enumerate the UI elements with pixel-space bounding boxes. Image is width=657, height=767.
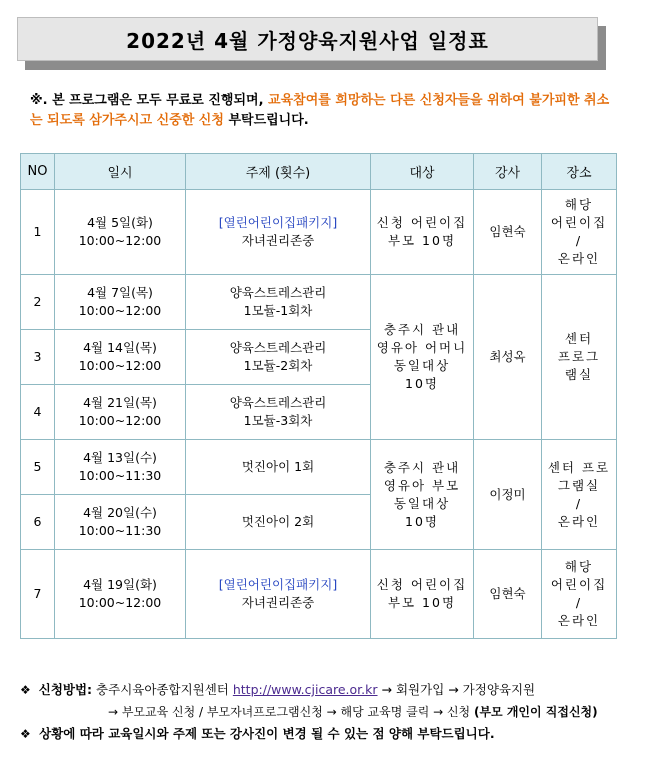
cell-target: 충주시 관내 영유아 어머니 동일대상 10명 xyxy=(371,275,474,440)
cell-topic: [열린어린이집패키지] 자녀권리존중 xyxy=(186,550,371,639)
apply-label: 신청방법: xyxy=(38,682,93,697)
cell-date: 4월 13일(수) 10:00~11:30 xyxy=(55,440,186,495)
cell-no: 7 xyxy=(21,550,55,639)
cell-no: 3 xyxy=(21,330,55,385)
apply-steps: → 회원가입 → 가정양육지원 xyxy=(381,682,536,697)
cell-no: 6 xyxy=(21,495,55,550)
cell-topic: 양육스트레스관리 1모듈-2회차 xyxy=(186,330,371,385)
change-notice-text: 상황에 따라 교육일시와 주제 또는 강사진이 변경 될 수 있는 점 양해 부탁드립니다. xyxy=(39,726,495,741)
cell-place: 해당 어린이집 / 온라인 xyxy=(542,190,617,275)
cell-no: 2 xyxy=(21,275,55,330)
cell-topic: 양육스트레스관리 1모듈-1회차 xyxy=(186,275,371,330)
cell-target: 신청 어린이집 부모 10명 xyxy=(371,190,474,275)
cell-instructor: 임현숙 xyxy=(474,190,542,275)
header-place: 장소 xyxy=(542,154,617,190)
cell-date: 4월 19일(화) 10:00~12:00 xyxy=(55,550,186,639)
cell-no: 1 xyxy=(21,190,55,275)
cell-date: 4월 21일(목) 10:00~12:00 xyxy=(55,385,186,440)
cell-place: 해당 어린이집 / 온라인 xyxy=(542,550,617,639)
cell-topic: 멋진아이 1회 xyxy=(186,440,371,495)
table-row xyxy=(21,275,617,330)
table-row xyxy=(21,190,617,275)
cell-no: 4 xyxy=(21,385,55,440)
header-no: NO xyxy=(21,154,55,190)
cell-topic: 양육스트레스관리 1모듈-3회차 xyxy=(186,385,371,440)
cell-topic: 멋진아이 2회 xyxy=(186,495,371,550)
cell-instructor: 이정미 xyxy=(474,440,542,550)
header-topic: 주제 (횟수) xyxy=(186,154,371,190)
cell-no: 5 xyxy=(21,440,55,495)
cell-place: 센터 프로 그램실 / 온라인 xyxy=(542,440,617,550)
apply-org: 충주시육아종합지원센터 xyxy=(96,682,229,697)
apply-steps-note: (부모 개인이 직접신청) xyxy=(473,705,598,719)
page-title: 2022년 4월 가정양육지원사업 일정표 xyxy=(17,17,598,61)
cell-date: 4월 20일(수) 10:00~11:30 xyxy=(55,495,186,550)
notice-suffix: 부탁드립니다. xyxy=(223,113,309,128)
apply-steps-line2 xyxy=(108,703,657,721)
header-instructor: 강사 xyxy=(474,154,542,190)
cell-target: 충주시 관내 영유아 부모 동일대상 10명 xyxy=(371,440,474,550)
table-row xyxy=(21,550,617,639)
notice-prefix: ※. 본 프로그램은 모두 무료로 진행되며, xyxy=(30,93,269,108)
apply-method xyxy=(20,681,630,699)
notice-text xyxy=(30,91,615,131)
diamond-bullet-icon: ❖ xyxy=(20,727,31,741)
cell-instructor: 임현숙 xyxy=(474,550,542,639)
apply-link[interactable]: http://www.cjicare.or.kr xyxy=(232,682,378,697)
table-row xyxy=(21,440,617,495)
header-date: 일시 xyxy=(55,154,186,190)
change-notice xyxy=(20,725,630,743)
cell-instructor: 최성옥 xyxy=(474,275,542,440)
diamond-bullet-icon: ❖ xyxy=(20,683,31,697)
cell-date: 4월 14일(목) 10:00~12:00 xyxy=(55,330,186,385)
cell-date: 4월 7일(목) 10:00~12:00 xyxy=(55,275,186,330)
header-target: 대상 xyxy=(371,154,474,190)
cell-place: 센터 프로그 램실 xyxy=(542,275,617,440)
table-header-row xyxy=(21,154,617,190)
apply-steps-detail: → 부모교육 신청 / 부모자녀프로그램신청 → 해당 교육명 클릭 → 신청 xyxy=(108,705,471,719)
cell-date: 4월 5일(화) 10:00~12:00 xyxy=(55,190,186,275)
cell-target: 신청 어린이집 부모 10명 xyxy=(371,550,474,639)
cell-topic: [열린어린이집패키지] 자녀권리존중 xyxy=(186,190,371,275)
notice-highlight: 교육참여를 희망하는 다른 신청자들을 위하여 불가피한 취소는 되도록 삼가주시고 신중한 신청 xyxy=(30,93,610,128)
schedule-table xyxy=(20,153,617,639)
